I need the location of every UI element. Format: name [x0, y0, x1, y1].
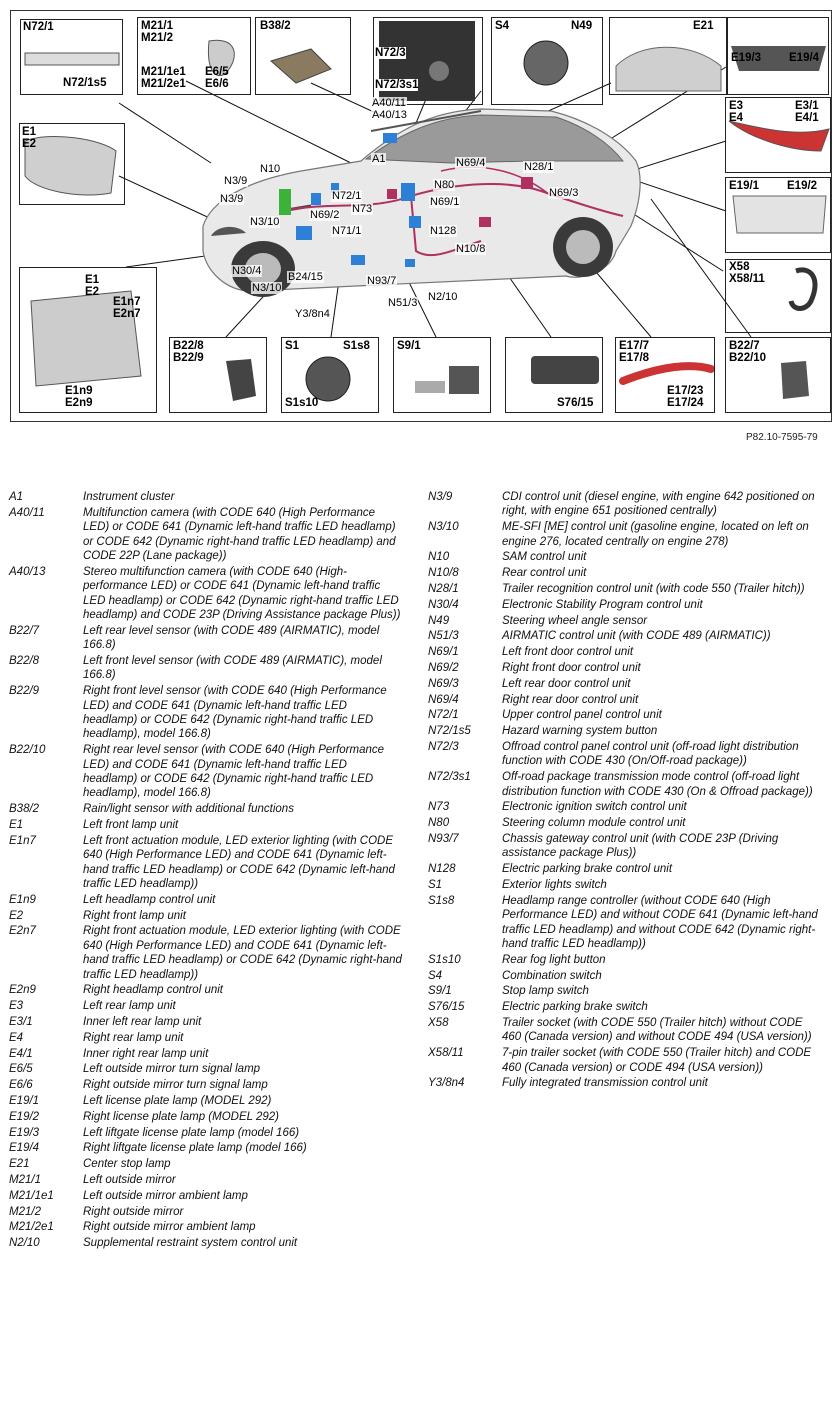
legend-row: [428, 969, 828, 983]
legend-code: N49: [428, 614, 450, 627]
callout-b38-2: B38/2: [260, 20, 291, 32]
callout-e6-5: E6/5: [205, 66, 229, 78]
legend-description: SAM control unit: [502, 551, 587, 564]
legend-code: E1: [9, 819, 24, 832]
callout-b22-8: B22/8: [173, 340, 204, 352]
legend-row: [9, 983, 409, 997]
legend-row: [428, 582, 828, 596]
legend-row: [428, 520, 828, 549]
legend-row: [9, 1062, 409, 1076]
legend-code: E19/1: [9, 1095, 40, 1108]
legend-code: N72/1s5: [428, 725, 471, 738]
legend-description: Right liftgate license plate lamp (model 166): [83, 1142, 307, 1155]
legend-description: Inner right rear lamp unit: [83, 1047, 209, 1060]
callout-e21: E21: [693, 20, 714, 32]
legend-code: E4: [9, 1031, 24, 1044]
callout-e1n9: E1n9: [65, 385, 93, 397]
legend-description: Chassis gateway control unit (with CODE 23P (Driving assistance package Plus)): [502, 832, 779, 860]
callout-n128: N128: [430, 225, 457, 237]
legend-code: E4/1: [9, 1047, 33, 1060]
legend-description: Left front door control unit: [502, 646, 634, 659]
legend-row: [428, 566, 828, 580]
legend-code: E19/4: [9, 1142, 40, 1155]
legend-code: N93/7: [428, 832, 459, 845]
legend-code: S9/1: [428, 985, 452, 998]
legend-description: Right front level sensor (with CODE 640 (High Performance LED) and CODE 641 (Dynamic left-hand traffic LED headlamp) or CODE 642 (Dynamic right-hand traffic LED headlamp), model 166.8): [83, 685, 387, 741]
legend-row: [9, 506, 409, 564]
legend-description: Rear fog light button: [502, 953, 606, 966]
callout-n10-8: N10/8: [456, 243, 486, 255]
legend-row: [9, 893, 409, 907]
legend-code: E2n7: [9, 925, 36, 938]
callout-m21-1e1: M21/1e1: [141, 66, 186, 78]
legend-row: [428, 661, 828, 675]
legend-row: [9, 743, 409, 801]
legend-row: [9, 1094, 409, 1108]
callout-n30-4: N30/4: [232, 265, 262, 277]
callout-e17-7: E17/7: [619, 340, 650, 352]
callout-n72-1s5: N72/1s5: [63, 77, 107, 89]
legend-row: [9, 802, 409, 816]
legend-description: Left liftgate license plate lamp (model 166): [83, 1126, 300, 1139]
legend-code: S1s8: [428, 894, 455, 907]
legend-description: Right outside mirror turn signal lamp: [83, 1079, 268, 1092]
legend-row: [428, 1016, 828, 1045]
legend-code: A1: [9, 491, 24, 503]
legend-row: [428, 1046, 828, 1075]
callout-e3: E3: [729, 100, 744, 112]
legend-description: Right front lamp unit: [83, 909, 186, 922]
legend-code: A40/13: [9, 565, 46, 578]
callout-n69-2: N69/2: [310, 209, 340, 221]
callout-x58-11: X58/11: [729, 273, 765, 285]
legend-description: Left outside mirror ambient lamp: [83, 1189, 248, 1202]
legend-row: [9, 684, 409, 742]
legend-row: [9, 1015, 409, 1029]
legend-row: [428, 1000, 828, 1014]
legend-row: [9, 1220, 409, 1234]
legend-row: [9, 1236, 409, 1250]
legend-description: Left rear level sensor (with CODE 489 (AIRMATIC), model 166.8): [83, 624, 380, 652]
callout-e19-4: E19/4: [789, 52, 820, 64]
legend-row: [428, 878, 828, 892]
legend-description: Left front level sensor (with CODE 489 (AIRMATIC), model 166.8): [83, 655, 382, 682]
callout-n3-10: N3/10: [250, 216, 280, 228]
legend-code: N3/9: [428, 491, 453, 503]
legend-description: Left rear lamp unit: [83, 1000, 176, 1013]
legend-code: S1: [428, 878, 443, 891]
legend-row: [9, 1047, 409, 1061]
legend-description: Steering wheel angle sensor: [502, 614, 648, 627]
callout-n28-1: N28/1: [524, 161, 554, 173]
callout-n69-1: N69/1: [430, 196, 460, 208]
callout-s9-1: S9/1: [397, 340, 421, 352]
legend-row: [428, 1076, 828, 1090]
legend-row: [9, 1189, 409, 1203]
callout-e17-23: E17/23: [667, 385, 704, 397]
callout-y3-8n4: Y3/8n4: [295, 308, 330, 320]
callout-b22-10: B22/10: [729, 352, 767, 364]
legend-code: N10/8: [428, 567, 459, 580]
legend-row: [428, 862, 828, 876]
legend-code: N3/10: [428, 521, 459, 534]
callout-b22-9: B22/9: [173, 352, 204, 364]
callout-n93-7: N93/7: [367, 275, 397, 287]
legend-code: E3/1: [9, 1016, 33, 1029]
callout-a1: A1: [372, 153, 386, 165]
callout-e2n9: E2n9: [65, 397, 93, 409]
legend-description: Supplemental restraint system control unit: [83, 1237, 298, 1250]
callout-n69-3: N69/3: [549, 187, 579, 199]
legend-description: 7-pin trailer socket (with CODE 550 (Trailer hitch) and CODE 460 (Canada version) or CODE 494 (USA version)): [502, 1047, 812, 1074]
legend-row: [9, 1141, 409, 1155]
legend-code: N80: [428, 817, 450, 830]
legend-row: [428, 598, 828, 612]
legend-description: Right rear level sensor (with CODE 640 (High Performance LED) and CODE 641 (Dynamic left-hand traffic LED headlamp) or CODE 642 (Dynamic right-hand traffic LED headlamp), model 166.8): [83, 744, 385, 800]
legend-description: Right license plate lamp (MODEL 292): [83, 1110, 280, 1123]
legend-row: [428, 629, 828, 643]
callout-n3-9: N3/9: [224, 175, 248, 187]
legend-code: B22/7: [9, 624, 40, 637]
legend-code: E19/2: [9, 1110, 40, 1123]
legend-code: X58/11: [428, 1047, 464, 1060]
callout-e1n7: E1n7: [113, 296, 141, 308]
legend-description: Right front door control unit: [502, 661, 641, 674]
legend-description: Offroad control panel control unit (off-road light distribution function with CODE 430 (On/Off-road package)): [502, 740, 799, 768]
legend-description: Left front actuation module, LED exterior lighting (with CODE 640 (High Performance LED) and CODE 641 (Dynamic left-hand traffic LED headlamp) or CODE 642 (Dynamic left-hand traffic LED headlamp)): [83, 834, 395, 891]
callout-e6-6: E6/6: [205, 78, 229, 90]
legend-row: [9, 565, 409, 623]
legend-description: Left license plate lamp (MODEL 292): [83, 1095, 272, 1108]
vehicle-illustration: [203, 109, 640, 297]
callout-e1: E1: [22, 126, 37, 138]
legend-right-column: [428, 490, 828, 1092]
callout-n73: N73: [352, 203, 373, 215]
legend-row: [9, 818, 409, 832]
legend-code: M21/1e1: [9, 1189, 54, 1202]
legend-code: E6/5: [9, 1063, 33, 1076]
legend-code: E19/3: [9, 1126, 40, 1139]
legend-code: B22/8: [9, 655, 40, 668]
callout-n10: N10: [260, 163, 281, 175]
callout-e2-lower: E2: [85, 286, 100, 298]
figure-reference: P82.10-7595-79: [746, 432, 818, 443]
callout-x58: X58: [729, 261, 750, 273]
legend-description: Right outside mirror ambient lamp: [83, 1221, 256, 1234]
callout-n72-3s1: N72/3s1: [375, 79, 419, 91]
legend-description: Electric parking brake switch: [502, 1001, 648, 1014]
legend-row: [9, 999, 409, 1013]
callout-s76-15: S76/15: [557, 397, 594, 409]
callout-n69-4: N69/4: [456, 157, 486, 169]
legend-row: [428, 614, 828, 628]
legend-code: N72/3s1: [428, 771, 471, 784]
legend-row: [9, 1031, 409, 1045]
legend-code: Y3/8n4: [428, 1077, 465, 1090]
legend-row: [428, 953, 828, 967]
legend-row: [9, 1157, 409, 1171]
legend-description: Rain/light sensor with additional functions: [83, 803, 294, 816]
legend-code: M21/2: [9, 1205, 41, 1218]
callout-n3-9-b: N3/9: [220, 193, 244, 205]
callout-e17-24: E17/24: [667, 397, 704, 409]
legend-row: [9, 834, 409, 892]
callout-n51-3: N51/3: [388, 297, 418, 309]
legend-description: Instrument cluster: [83, 491, 175, 503]
legend-code: N2/10: [9, 1237, 40, 1250]
legend-row: [428, 724, 828, 738]
legend-row: [428, 490, 828, 519]
legend-description: Left headlamp control unit: [83, 893, 216, 906]
legend-code: N69/2: [428, 661, 459, 674]
legend-row: [9, 1205, 409, 1219]
callout-e19-3: E19/3: [731, 52, 762, 64]
callout-n3-10-b: N3/10: [252, 282, 282, 294]
legend-row: [9, 1110, 409, 1124]
legend-description: Exterior lights switch: [502, 878, 607, 891]
legend-row: [428, 645, 828, 659]
legend-description: Right rear lamp unit: [83, 1031, 184, 1044]
legend-description: Electronic ignition switch control unit: [502, 801, 687, 814]
legend-description: Center stop lamp: [83, 1158, 171, 1171]
callout-e2n7: E2n7: [113, 308, 141, 320]
legend-code: S76/15: [428, 1001, 465, 1014]
legend-description: Trailer socket (with CODE 550 (Trailer hitch) without CODE 460 (Canada version) and without CODE 494 (USA version)): [502, 1016, 812, 1044]
legend-code: N72/3: [428, 740, 459, 753]
legend-code: N30/4: [428, 598, 459, 611]
legend-description: Electric parking brake control unit: [502, 863, 673, 876]
callout-n80: N80: [434, 179, 455, 191]
callout-a40-11: A40/11: [372, 97, 407, 109]
callout-e17-8: E17/8: [619, 352, 650, 364]
callout-n71-1: N71/1: [332, 225, 362, 237]
legend-description: Combination switch: [502, 969, 602, 982]
legend-code: B38/2: [9, 803, 40, 816]
legend-description: CDI control unit (diesel engine, with engine 642 positioned on right, with engine 651 positioned centrally): [502, 491, 815, 518]
legend-description: Hazard warning system button: [502, 725, 658, 738]
legend-row: [428, 800, 828, 814]
legend-code: N51/3: [428, 630, 459, 643]
callout-m21-1: M21/1: [141, 20, 173, 32]
legend-code: S4: [428, 969, 443, 982]
legend-description: Steering column module control unit: [502, 817, 686, 830]
callout-n72-1-car: N72/1: [332, 190, 362, 202]
callout-n49: N49: [571, 20, 593, 32]
legend-row: [9, 490, 409, 504]
legend-code: N69/4: [428, 693, 459, 706]
legend-description: Right front actuation module, LED exterior lighting (with CODE 640 (High Performance LED) and CODE 641 (Dynamic left-hand traffic LED headlamp) or CODE 642 (Dynamic right-hand traffic LED headlamp)): [83, 925, 402, 981]
legend-description: Upper control panel control unit: [502, 709, 662, 722]
legend-code: N10: [428, 551, 450, 564]
legend-row: [428, 708, 828, 722]
legend-code: A40/11: [9, 506, 45, 519]
callout-s1s8: S1s8: [343, 340, 370, 352]
legend-row: [428, 740, 828, 769]
legend-row: [9, 654, 409, 683]
legend-description: Trailer recognition control unit (with code 550 (Trailer hitch)): [502, 583, 805, 595]
legend-description: Left outside mirror turn signal lamp: [83, 1063, 261, 1076]
legend-row: [9, 1173, 409, 1187]
legend-left-column: [9, 490, 409, 1252]
legend-row: [428, 770, 828, 799]
legend-code: E3: [9, 1000, 24, 1013]
legend-row: [9, 909, 409, 923]
legend-code: S1s10: [428, 953, 461, 966]
legend-code: B22/10: [9, 744, 46, 757]
legend-description: Stereo multifunction camera (with CODE 640 (High-performance LED) or CODE 641 (Dynamic left-hand traffic LED headlamp) or CODE 642 (Dynamic right-hand traffic LED headlamp) and CODE 23P (Driving Assistance package Plus)): [83, 565, 401, 622]
callout-m21-2e1: M21/2e1: [141, 78, 186, 90]
legend-code: N128: [428, 863, 456, 876]
legend-description: Right outside mirror: [83, 1205, 184, 1218]
legend-description: Right rear door control unit: [502, 693, 639, 706]
legend-description: Left front lamp unit: [83, 819, 179, 832]
legend-row: [9, 624, 409, 653]
legend-description: Off-road package transmission mode control (off-road light distribution function with CODE 430 (On & Offroad package)): [502, 771, 813, 798]
legend-description: Rear control unit: [502, 567, 587, 580]
legend-row: [9, 1078, 409, 1092]
legend-row: [428, 816, 828, 830]
callout-n72-1: N72/1: [23, 21, 54, 33]
legend-row: [428, 832, 828, 861]
callout-a40-13: A40/13: [372, 109, 407, 121]
callout-e2: E2: [22, 138, 37, 150]
callout-e19-2: E19/2: [787, 180, 818, 192]
legend-code: E21: [9, 1158, 30, 1171]
legend-row: [428, 894, 828, 952]
callout-b24-15: B24/15: [288, 271, 323, 283]
legend-description: Left rear door control unit: [502, 677, 631, 690]
legend-code: E2n9: [9, 984, 36, 997]
legend-description: Stop lamp switch: [502, 985, 589, 998]
legend-code: B22/9: [9, 685, 40, 698]
callout-e1-lower: E1: [85, 274, 100, 286]
legend-code: N72/1: [428, 709, 459, 722]
legend-description: Left outside mirror: [83, 1174, 176, 1187]
legend-row: [428, 550, 828, 564]
legend-code: E2: [9, 909, 24, 922]
legend-row: [428, 693, 828, 707]
legend-code: E1n7: [9, 834, 36, 847]
legend-description: Headlamp range controller (without CODE 640 (High Performance LED) and without CODE 641 (Dynamic left-hand traffic LED headlamp) and without CODE 642 (Dynamic right-hand traffic LED headlamp)): [502, 894, 818, 950]
legend-code: N69/3: [428, 677, 459, 690]
callout-m21-2: M21/2: [141, 32, 173, 44]
callout-e4: E4: [729, 112, 744, 124]
callout-e19-1: E19/1: [729, 180, 760, 192]
legend-description: Inner left rear lamp unit: [83, 1016, 202, 1029]
legend-code: X58: [428, 1016, 449, 1029]
component-location-diagram: [10, 10, 832, 422]
legend-description: Electronic Stability Program control unit: [502, 598, 703, 611]
legend-description: Fully integrated transmission control unit: [502, 1077, 708, 1090]
legend-code: N73: [428, 801, 450, 814]
callout-n2-10: N2/10: [428, 291, 458, 303]
legend-description: Multifunction camera (with CODE 640 (High Performance LED) or CODE 641 (Dynamic left-hand traffic LED headlamp) or CODE 642 (Dynamic right-hand traffic LED headlamp) and CODE 22P (Lane package)): [83, 506, 396, 563]
legend-code: N69/1: [428, 646, 459, 659]
callout-n72-3: N72/3: [375, 47, 406, 59]
legend-code: M21/1: [9, 1174, 41, 1187]
legend-code: M21/2e1: [9, 1221, 54, 1234]
legend-code: N28/1: [428, 583, 459, 595]
legend-code: E6/6: [9, 1079, 33, 1092]
legend-row: [428, 984, 828, 998]
callout-s4: S4: [495, 20, 510, 32]
legend-description: AIRMATIC control unit (with CODE 489 (AIRMATIC)): [502, 630, 771, 643]
legend-description: Right headlamp control unit: [83, 984, 223, 997]
legend-description: ME-SFI [ME] control unit (gasoline engine, located on left on engine 276, located centrally on engine 278): [502, 521, 809, 548]
callout-e4-1: E4/1: [795, 112, 819, 124]
callout-b22-7: B22/7: [729, 340, 760, 352]
thumb-n72-3: [373, 17, 483, 105]
legend-row: [9, 924, 409, 982]
legend-row: [428, 677, 828, 691]
callout-e3-1: E3/1: [795, 100, 819, 112]
legend-row: [9, 1126, 409, 1140]
callout-s1: S1: [285, 340, 300, 352]
callout-s1s10: S1s10: [285, 397, 319, 409]
legend-code: E1n9: [9, 893, 36, 906]
